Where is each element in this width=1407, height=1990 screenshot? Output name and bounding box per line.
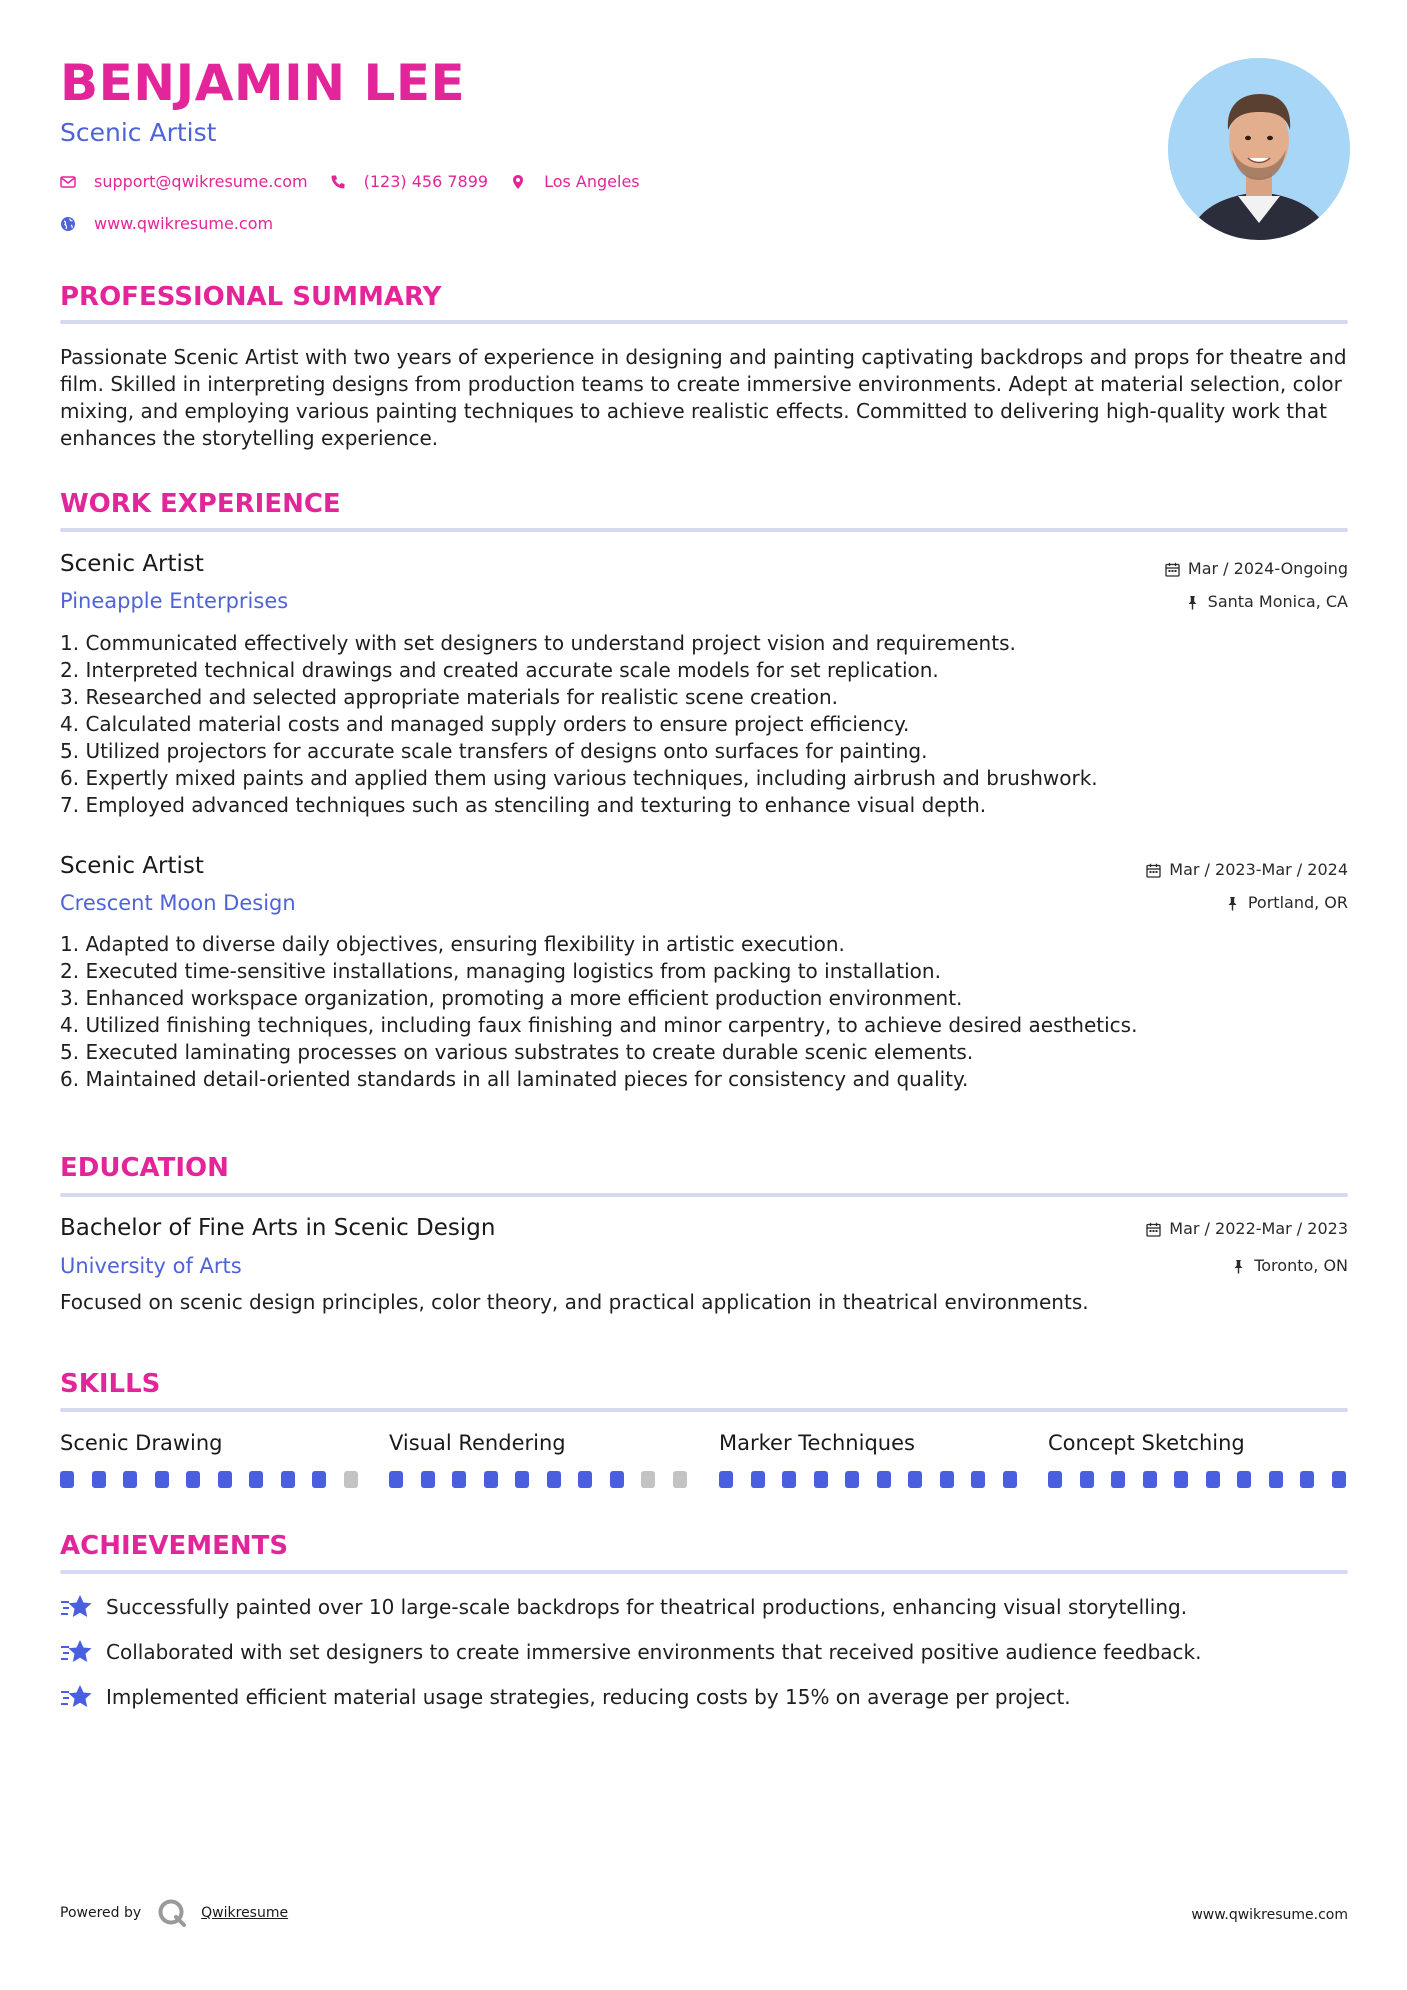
skill-dot-filled: [515, 1471, 529, 1488]
list-item: 2. Interpreted technical drawings and created accurate scale models for set replication.: [60, 658, 939, 682]
skill-dot-empty: [673, 1471, 687, 1488]
skill-dot-filled: [421, 1471, 435, 1488]
skill-item: Marker Techniques: [719, 1433, 1019, 1488]
job-location: Portland, OR: [1225, 895, 1348, 911]
skill-dot-filled: [312, 1471, 326, 1488]
skill-dot-filled: [60, 1471, 74, 1488]
education-degree: Bachelor of Fine Arts in Scenic Design: [60, 1215, 496, 1241]
skill-dot-filled: [547, 1471, 561, 1488]
skill-dot-filled: [719, 1471, 733, 1488]
skill-dot-filled: [281, 1471, 295, 1488]
qwikresume-logo-icon: [157, 1898, 187, 1928]
skill-dot-filled: [1300, 1471, 1314, 1488]
skill-dot-filled: [814, 1471, 828, 1488]
profile-photo: [1168, 58, 1350, 240]
skill-dot-filled: [578, 1471, 592, 1488]
contact-website[interactable]: [60, 216, 273, 232]
pushpin-icon: [1225, 896, 1240, 911]
location-text: Los Angeles: [544, 172, 640, 191]
phone-text: (123) 456 7899: [363, 172, 489, 191]
phone-icon: [330, 174, 346, 190]
skill-rating: [389, 1471, 689, 1488]
skill-dot-filled: [155, 1471, 169, 1488]
skill-item: Visual Rendering: [389, 1433, 689, 1488]
skill-dot-filled: [610, 1471, 624, 1488]
list-item: 3. Researched and selected appropriate materials for realistic scene creation.: [60, 685, 839, 709]
divider: [60, 1193, 1348, 1197]
skill-dot-filled: [1003, 1471, 1017, 1488]
map-pin-icon: [510, 174, 526, 190]
skill-dot-filled: [186, 1471, 200, 1488]
skill-dot-filled: [971, 1471, 985, 1488]
skill-dot-filled: [877, 1471, 891, 1488]
job-dates: Mar / 2024-Ongoing: [1165, 561, 1348, 577]
education-description: Focused on scenic design principles, color theory, and practical application in theatrical environments.: [60, 1290, 1089, 1314]
skill-dot-filled: [1269, 1471, 1283, 1488]
footer-powered-by: Powered by Qwikresume: [60, 1898, 288, 1928]
skill-dot-filled: [1111, 1471, 1125, 1488]
section-title-summary: PROFESSIONAL SUMMARY: [60, 282, 442, 312]
globe-icon: [60, 216, 76, 232]
skill-dot-filled: [218, 1471, 232, 1488]
skill-rating: [60, 1471, 360, 1488]
job-company: Crescent Moon Design: [60, 891, 296, 915]
education-location: Toronto, ON: [1231, 1258, 1348, 1274]
skill-dot-filled: [1048, 1471, 1062, 1488]
divider: [60, 1408, 1348, 1412]
star-icon: [60, 1592, 94, 1622]
skill-dot-filled: [751, 1471, 765, 1488]
skill-dot-filled: [484, 1471, 498, 1488]
envelope-icon: [60, 174, 76, 190]
skill-dot-filled: [1332, 1471, 1346, 1488]
pushpin-icon: [1185, 595, 1200, 610]
email-text: support@qwikresume.com: [94, 172, 308, 191]
job-bullets: [60, 931, 1348, 1093]
pushpin-icon: [1231, 1259, 1246, 1274]
website-text: www.qwikresume.com: [94, 214, 274, 233]
skill-dot-filled: [1174, 1471, 1188, 1488]
skill-dot-filled: [249, 1471, 263, 1488]
list-item: 6. Expertly mixed paints and applied them using various techniques, including airbrush and brushwork.: [60, 766, 1098, 790]
section-title-skills: SKILLS: [60, 1369, 161, 1399]
list-item: 1. Communicated effectively with set designers to understand project vision and requirements.: [60, 631, 1016, 655]
job-bullets: [60, 630, 1348, 819]
achievement-item: Collaborated with set designers to create immersive environments that received positive audience feedback.: [60, 1637, 1201, 1667]
skill-dot-filled: [908, 1471, 922, 1488]
list-item: 1. Adapted to diverse daily objectives, ensuring flexibility in artistic execution.: [60, 932, 845, 956]
skill-dot-filled: [845, 1471, 859, 1488]
contact-row-secondary: [60, 216, 295, 232]
contact-location: [510, 174, 640, 190]
skill-dot-filled: [1237, 1471, 1251, 1488]
contact-row-primary: [60, 174, 662, 190]
skill-rating: [1048, 1471, 1348, 1488]
candidate-role: Scenic Artist: [60, 118, 217, 147]
skill-rating: [719, 1471, 1019, 1488]
candidate-name: BENJAMIN LEE: [60, 54, 466, 112]
list-item: 7. Employed advanced techniques such as stenciling and texturing to enhance visual depth.: [60, 793, 987, 817]
resume-page: [60, 0, 1348, 1990]
list-item: 6. Maintained detail-oriented standards in all laminated pieces for consistency and quality.: [60, 1067, 969, 1091]
star-icon: [60, 1682, 94, 1712]
skill-dot-filled: [782, 1471, 796, 1488]
section-title-education: EDUCATION: [60, 1153, 229, 1183]
job-company: Pineapple Enterprises: [60, 589, 289, 613]
achievement-item: Successfully painted over 10 large-scale backdrops for theatrical productions, enhancing visual storytelling.: [60, 1592, 1187, 1622]
job-location: Santa Monica, CA: [1185, 594, 1348, 610]
star-icon: [60, 1637, 94, 1667]
calendar-icon: [1165, 562, 1180, 577]
summary-text: Passionate Scenic Artist with two years of experience in designing and painting captivating backdrops and props for theatre and film. Skilled in interpreting designs from production teams to create immersive environments. Adept at material selection, color mixing, and employing various painting techniques to achieve realistic effects. Committed to delivering high-quality work that enhances the storytelling experience.: [60, 345, 1347, 450]
skill-dot-filled: [1143, 1471, 1157, 1488]
skill-dot-filled: [123, 1471, 137, 1488]
contact-email[interactable]: [60, 174, 308, 190]
job-title: Scenic Artist: [60, 853, 204, 879]
skill-dot-filled: [452, 1471, 466, 1488]
divider: [60, 528, 1348, 532]
skill-dot-filled: [389, 1471, 403, 1488]
skill-item: Scenic Drawing: [60, 1433, 360, 1488]
footer-website[interactable]: www.qwikresume.com: [1191, 1907, 1348, 1923]
education-dates: Mar / 2022-Mar / 2023: [1146, 1221, 1348, 1237]
section-title-experience: WORK EXPERIENCE: [60, 489, 341, 519]
job-title: Scenic Artist: [60, 551, 204, 577]
skill-dot-empty: [344, 1471, 358, 1488]
calendar-icon: [1146, 1222, 1161, 1237]
skill-dot-filled: [92, 1471, 106, 1488]
skill-dot-filled: [940, 1471, 954, 1488]
job-dates: Mar / 2023-Mar / 2024: [1146, 862, 1348, 878]
qwikresume-link[interactable]: Qwikresume: [201, 1905, 289, 1921]
list-item: 5. Executed laminating processes on various substrates to create durable scenic elements.: [60, 1040, 974, 1064]
divider: [60, 320, 1348, 324]
skill-dot-empty: [641, 1471, 655, 1488]
list-item: 4. Utilized finishing techniques, including faux finishing and minor carpentry, to achieve desired aesthetics.: [60, 1013, 1138, 1037]
skill-dot-filled: [1206, 1471, 1220, 1488]
achievement-item: Implemented efficient material usage strategies, reducing costs by 15% on average per project.: [60, 1682, 1071, 1712]
contact-phone[interactable]: [330, 174, 488, 190]
list-item: 2. Executed time-sensitive installations, managing logistics from packing to installation.: [60, 959, 941, 983]
skill-item: Concept Sketching: [1048, 1433, 1348, 1488]
section-title-achievements: ACHIEVEMENTS: [60, 1531, 289, 1561]
list-item: 3. Enhanced workspace organization, promoting a more efficient production environment.: [60, 986, 963, 1010]
education-school: University of Arts: [60, 1254, 242, 1278]
list-item: 4. Calculated material costs and managed supply orders to ensure project efficiency.: [60, 712, 910, 736]
calendar-icon: [1146, 863, 1161, 878]
divider: [60, 1570, 1348, 1574]
list-item: 5. Utilized projectors for accurate scale transfers of designs onto surfaces for painting.: [60, 739, 928, 763]
skill-dot-filled: [1080, 1471, 1094, 1488]
